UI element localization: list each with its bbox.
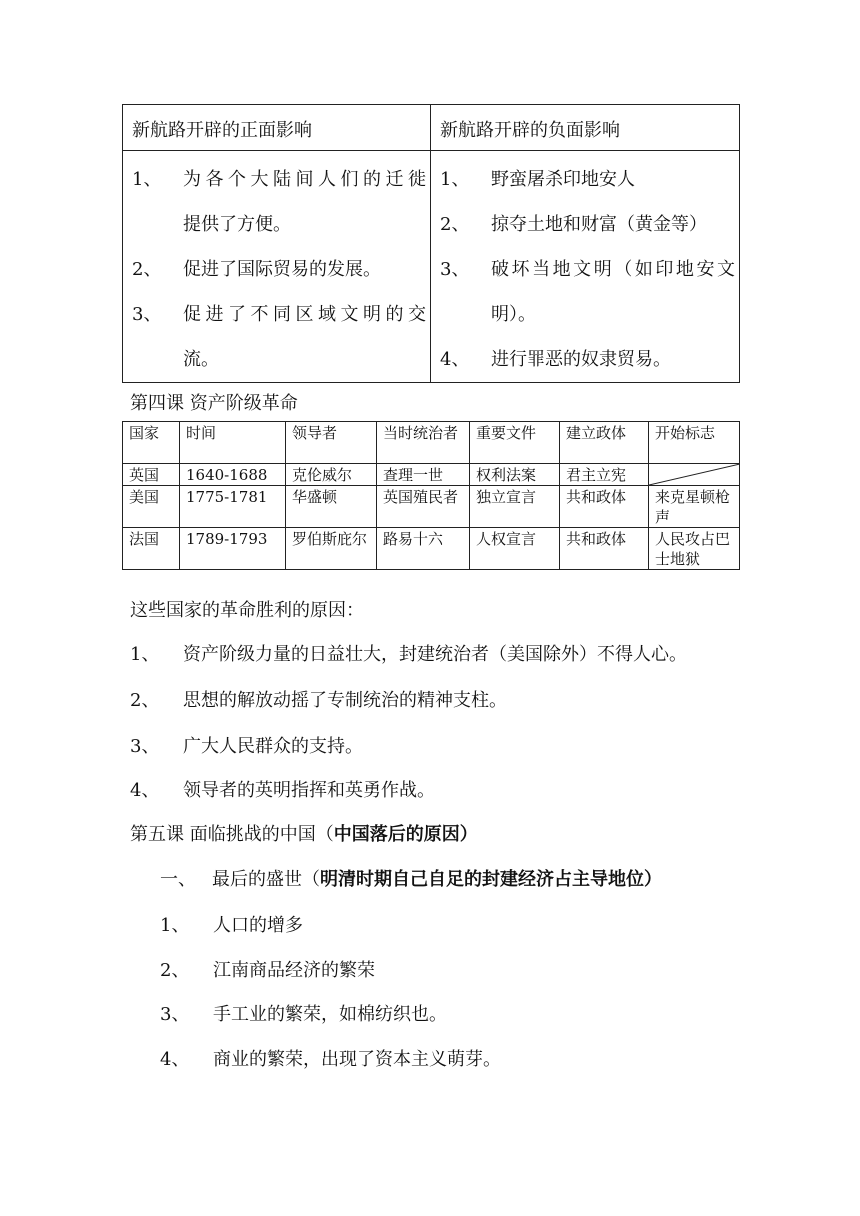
item-number: 2、 [440, 214, 470, 235]
item-number: 3、 [160, 1004, 190, 1025]
item-text: 思想的解放动摇了专制统治的精神支柱。 [183, 690, 507, 711]
table-cell: 华盛顿 [286, 486, 377, 528]
item-number: 1、 [160, 915, 190, 936]
item-text: 手工业的繁荣，如棉纺织也。 [213, 1004, 447, 1025]
list-item [130, 732, 363, 758]
table-cell: 共和政体 [560, 486, 649, 528]
negative-impact-cell [431, 151, 740, 383]
reasons-title: 这些国家的革命胜利的原因： [130, 600, 364, 621]
table-cell: 美国 [123, 486, 180, 528]
item-text: 领导者的英明指挥和英勇作战。 [183, 780, 435, 801]
table-row [123, 464, 740, 486]
item-text: 资产阶级力量的日益壮大，封建统治者（美国除外）不得人心。 [183, 644, 687, 665]
table-cell: 1789-1793 [180, 528, 286, 570]
table-cell: 查理一世 [377, 464, 470, 486]
item-text: 掠夺土地和财富（黄金等） [491, 214, 707, 235]
list-item [130, 686, 507, 712]
table-cell: 来克星顿枪声 [649, 486, 740, 528]
table-cell: 英国 [123, 464, 180, 486]
table-cell: 共和政体 [560, 528, 649, 570]
item-text: 野蛮屠杀印地安人 [491, 169, 635, 190]
item-number: 3、 [440, 259, 470, 280]
table-row [123, 528, 740, 570]
table-cell: 君主立宪 [560, 464, 649, 486]
item-number: 2、 [160, 960, 190, 981]
table-header-row [123, 422, 740, 464]
list-item [160, 956, 375, 982]
item-text: 促进了不同区域文明的交 [183, 304, 426, 325]
lesson5-title [130, 820, 478, 846]
item-number: 3、 [130, 736, 160, 757]
item-text-continued: 提供了方便。 [183, 214, 291, 235]
item-text: 商业的繁荣，出现了资本主义萌芽。 [213, 1049, 501, 1070]
list-item [132, 157, 426, 202]
list-item [440, 157, 735, 202]
table-cell: 人权宣言 [470, 528, 560, 570]
lesson5-title-prefix: 第五课 面临挑战的中国（ [130, 824, 334, 845]
item-text: 进行罪恶的奴隶贸易。 [491, 349, 671, 370]
section-number: 一、 [160, 869, 196, 890]
header-cell: 领导者 [286, 422, 377, 464]
table-cell: 1640-1688 [180, 464, 286, 486]
positive-impact-cell [123, 151, 431, 383]
item-number: 4、 [160, 1049, 190, 1070]
negative-impact-list [431, 151, 739, 382]
section-text-bold: 明清时期自己自足的封建经济占主导地位） [320, 869, 662, 890]
section-text: 最后的盛世（ [212, 869, 320, 890]
list-item [440, 202, 735, 247]
table-cell: 克伦威尔 [286, 464, 377, 486]
positive-impact-header-cell [123, 105, 431, 151]
list-item [130, 640, 687, 666]
item-text-continued: 明）。 [491, 304, 536, 325]
table-cell: 路易十六 [377, 528, 470, 570]
table-row [123, 486, 740, 528]
item-number: 1、 [440, 169, 470, 190]
positive-impact-header: 新航路开辟的正面影响 [132, 120, 312, 141]
list-item [440, 337, 735, 382]
table-cell-empty-diagonal [649, 464, 740, 486]
item-number: 4、 [130, 780, 160, 801]
list-item [160, 1000, 447, 1026]
item-text: 破坏当地文明（如印地安文 [491, 259, 735, 280]
item-number: 3、 [132, 304, 162, 325]
list-item [132, 247, 426, 292]
item-number: 4、 [440, 349, 470, 370]
diagonal-slash-icon [649, 464, 740, 485]
list-item [132, 292, 426, 337]
negative-impact-header: 新航路开辟的负面影响 [440, 120, 620, 141]
header-cell: 当时统治者 [377, 422, 470, 464]
table-cell: 1775-1781 [180, 486, 286, 528]
table-cell: 独立宣言 [470, 486, 560, 528]
header-cell: 时间 [180, 422, 286, 464]
list-item [160, 911, 303, 937]
lesson5-title-bold: 中国落后的原因） [333, 824, 478, 845]
item-text: 江南商品经济的繁荣 [213, 960, 375, 981]
item-text-continued: 流。 [183, 349, 219, 370]
table-cell: 法国 [123, 528, 180, 570]
item-number: 2、 [130, 690, 160, 711]
header-cell: 国家 [123, 422, 180, 464]
new-route-impact-table [122, 104, 740, 383]
lesson4-title: 第四课 资产阶级革命 [130, 393, 298, 414]
list-item [440, 247, 735, 292]
table-cell: 罗伯斯庇尔 [286, 528, 377, 570]
table-cell: 权利法案 [470, 464, 560, 486]
item-number: 2、 [132, 259, 162, 280]
bourgeois-revolution-table [122, 421, 740, 570]
table-cell: 人民攻占巴士地狱 [649, 528, 740, 570]
list-item [130, 776, 435, 802]
list-item [160, 1045, 501, 1071]
negative-impact-header-cell [431, 105, 740, 151]
table-cell: 英国殖民者 [377, 486, 470, 528]
item-number: 1、 [130, 644, 160, 665]
section-heading [160, 865, 662, 891]
item-number: 1、 [132, 169, 162, 190]
item-text: 广大人民群众的支持。 [183, 736, 363, 757]
item-text: 为各个大陆间人们的迁徙 [183, 169, 426, 190]
header-cell: 重要文件 [470, 422, 560, 464]
item-text: 人口的增多 [213, 915, 303, 936]
item-text: 促进了国际贸易的发展。 [183, 259, 381, 280]
header-cell: 开始标志 [649, 422, 740, 464]
header-cell: 建立政体 [560, 422, 649, 464]
positive-impact-list [123, 151, 430, 382]
